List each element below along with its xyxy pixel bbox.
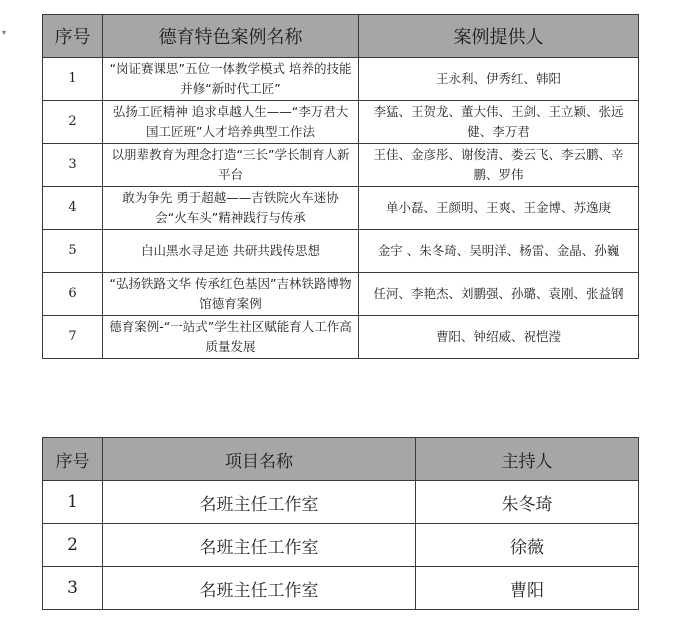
table-row: [43, 273, 639, 316]
case-provider: 曹阳、钟绍威、祝恺滢: [359, 316, 639, 359]
studio-table: [42, 437, 639, 610]
table-row: [43, 58, 639, 101]
case-provider: 李猛、王贺龙、董大伟、王剑、王立颖、张远健、李万君: [359, 101, 639, 144]
case-table: [42, 14, 639, 359]
case-provider: 任河、李艳杰、刘鹏强、孙璐、袁刚、张益钢: [359, 273, 639, 316]
row-num: 3: [43, 567, 103, 610]
project-host: 朱冬琦: [416, 481, 639, 524]
project-host: 曹阳: [416, 567, 639, 610]
header-host: 主持人: [416, 438, 639, 481]
table-row: [43, 144, 639, 187]
case-name: 弘扬工匠精神 追求卓越人生——“李万君大国工匠班”人才培养典型工作法: [103, 101, 359, 144]
case-name: 白山黑水寻足迹 共研共践传思想: [103, 230, 359, 273]
project-name: 名班主任工作室: [103, 481, 416, 524]
row-num: 6: [43, 273, 103, 316]
table-row: [43, 230, 639, 273]
project-host: 徐薇: [416, 524, 639, 567]
table-row: [43, 524, 639, 567]
header-provider: 案例提供人: [359, 15, 639, 58]
table-row: [43, 316, 639, 359]
case-table-header: [43, 15, 639, 58]
row-num: 7: [43, 316, 103, 359]
case-provider: 王永利、伊秀红、韩阳: [359, 58, 639, 101]
header-num: 序号: [43, 438, 103, 481]
header-project-name: 项目名称: [103, 438, 416, 481]
table-row: [43, 101, 639, 144]
row-num: 1: [43, 481, 103, 524]
row-num: 1: [43, 58, 103, 101]
cursor-mark: ▾: [2, 28, 7, 37]
studio-table-header: [43, 438, 639, 481]
row-num: 3: [43, 144, 103, 187]
case-name: 敢为争先 勇于超越——吉铁院火车迷协会“火车头”精神践行与传承: [103, 187, 359, 230]
header-case-name: 德育特色案例名称: [103, 15, 359, 58]
case-name: “岗证赛课思”五位一体教学模式 培养的技能并修“新时代工匠”: [103, 58, 359, 101]
case-provider: 金宇 、朱冬琦、吴明洋、杨雷、金晶、孙巍: [359, 230, 639, 273]
table-row: [43, 187, 639, 230]
project-name: 名班主任工作室: [103, 524, 416, 567]
row-num: 4: [43, 187, 103, 230]
row-num: 5: [43, 230, 103, 273]
case-provider: 王佳、金彦彤、谢俊清、娄云飞、李云鹏、辛鹏、罗伟: [359, 144, 639, 187]
project-name: 名班主任工作室: [103, 567, 416, 610]
case-name: 以朋辈教育为理念打造“三长”学长制育人新平台: [103, 144, 359, 187]
case-name: 德育案例-“一站式”学生社区赋能育人工作高质量发展: [103, 316, 359, 359]
case-name: “弘扬铁路文华 传承红色基因”吉林铁路博物馆德育案例: [103, 273, 359, 316]
row-num: 2: [43, 101, 103, 144]
header-num: 序号: [43, 15, 103, 58]
row-num: 2: [43, 524, 103, 567]
case-provider: 单小磊、王颜明、王爽、王金博、苏逸庚: [359, 187, 639, 230]
table-row: [43, 567, 639, 610]
table-row: [43, 481, 639, 524]
